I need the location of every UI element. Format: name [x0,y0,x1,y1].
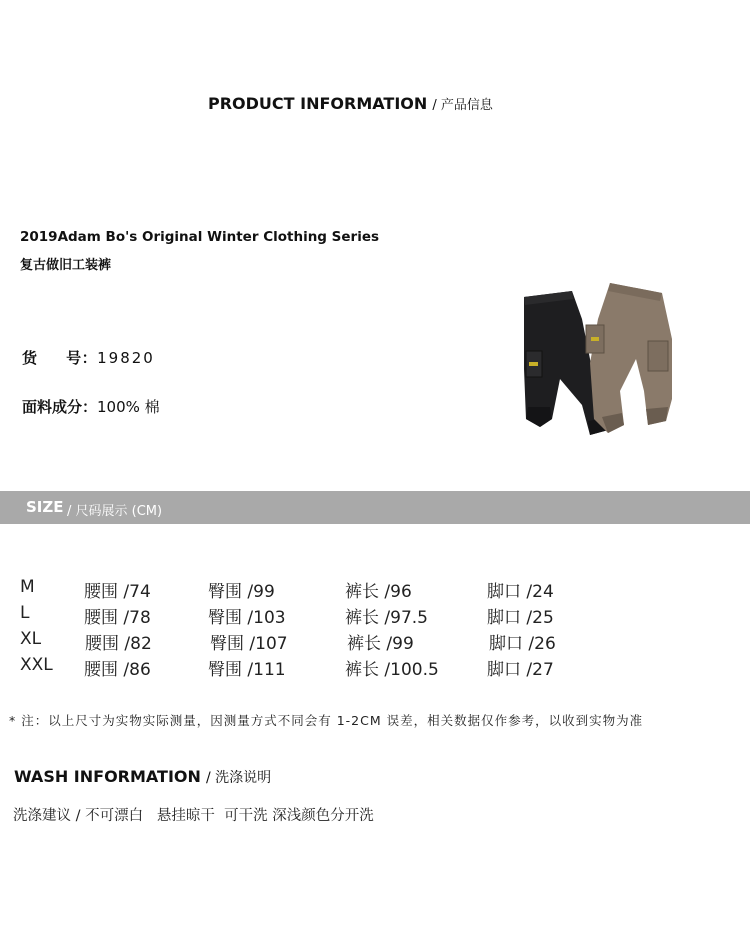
length-value: 裤长 /97.5 [345,608,428,628]
size-row [0,603,750,629]
hip-value: 臀围 /99 [208,582,275,602]
measurement-note: * 注：以上尺寸为实物实际测量，因测量方式不同会有 1-2CM 误差，相关数据仅作参考，以收到实物为准 [9,713,644,728]
size-row [0,655,750,681]
product-photo [512,279,684,447]
hem-value: 脚口 /24 [487,582,554,602]
fabric-composition: 面料成分：100% 棉 [22,398,160,416]
hem-value: 脚口 /25 [487,608,554,628]
series-title: 2019Adam Bo's Original Winter Clothing Series [20,229,380,245]
size-section-bar [0,491,750,524]
product-name: 复古做旧工装裤 [20,258,112,273]
size-label: L [20,603,30,623]
hem-value: 脚口 /26 [489,634,556,654]
hip-value: 臀围 /111 [208,660,286,680]
wash-details: 洗涤建议 / 不可漂白 悬挂晾干 可干洗 深浅颜色分开洗 [13,808,374,824]
product-information-heading: PRODUCT INFORMATION / 产品信息 [208,94,493,113]
waist-value: 腰围 /78 [84,608,151,628]
size-title: SIZE [26,498,64,516]
hip-value: 臀围 /107 [210,634,288,654]
size-label: XL [20,629,42,649]
hip-value: 臀围 /103 [208,608,286,628]
item-number: 货 号：19820 [22,349,155,367]
waist-value: 腰围 /86 [84,660,151,680]
size-row [0,577,750,603]
size-label: M [20,577,35,597]
wash-information-heading: WASH INFORMATION / 洗涤说明 [14,767,272,786]
length-value: 裤长 /99 [347,634,414,654]
size-label: XXL [20,655,53,675]
waist-value: 腰围 /82 [85,634,152,654]
size-row [0,629,750,655]
khaki-pants-image [586,283,672,433]
length-value: 裤长 /96 [345,582,412,602]
hem-value: 脚口 /27 [487,660,554,680]
size-subtitle: / 尺码展示 (CM) [67,504,163,519]
waist-value: 腰围 /74 [84,582,151,602]
length-value: 裤长 /100.5 [345,660,439,680]
